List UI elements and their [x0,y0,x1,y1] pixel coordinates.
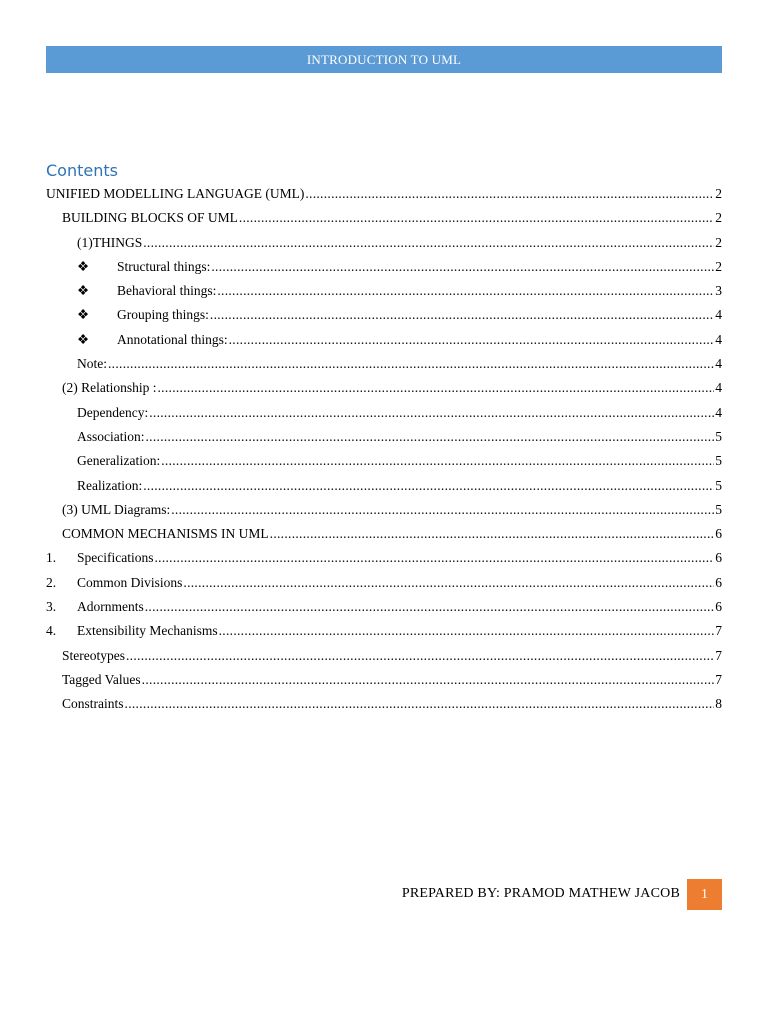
toc-entry-label: Adornments [77,599,144,615]
toc-entry-page-number: 4 [715,380,722,396]
toc-dot-leader [158,376,715,400]
toc-dot-leader [125,692,715,716]
toc-entry-label: UNIFIED MODELLING LANGUAGE (UML) [46,186,305,201]
toc-dot-leader [143,231,714,255]
toc-entry[interactable] [46,692,722,716]
toc-entry-label: Association: [77,428,145,444]
toc-entry-label: (1)THINGS [77,234,143,250]
document-header-bar [46,46,722,73]
toc-entry-label: BUILDING BLOCKS OF UML [62,210,238,226]
toc-entry-number: 3. [46,599,57,615]
toc-entry[interactable] [46,401,722,425]
toc-entry[interactable] [46,498,722,522]
toc-dot-leader [305,182,714,206]
prepared-by-footer: PREPARED BY: PRAMOD MATHEW JACOB [401,886,680,901]
toc-entry-page-number: 2 [715,186,722,201]
toc-entry-page-number: 7 [715,647,722,663]
toc-entry-number: 4. [46,623,57,639]
diamond-bullet-icon: ❖ [77,331,90,347]
toc-entry[interactable] [46,595,722,619]
toc-dot-leader [161,449,714,473]
toc-entry[interactable] [46,206,722,230]
toc-entry[interactable] [46,522,722,546]
toc-dot-leader [210,303,714,327]
toc-dot-leader [270,522,715,546]
toc-dot-leader [126,644,714,668]
toc-entry-page-number: 7 [715,623,722,639]
toc-entry[interactable] [46,668,722,692]
toc-entry-page-number: 7 [715,671,722,687]
contents-heading: Contents [46,161,118,180]
toc-dot-leader [142,668,715,692]
toc-entry[interactable] [46,231,722,255]
diamond-bullet-icon: ❖ [77,258,90,274]
toc-dot-leader [145,595,715,619]
toc-entry-page-number: 4 [715,331,722,347]
toc-entry-label: Common Divisions [77,574,183,590]
toc-dot-leader [219,619,715,643]
toc-entry[interactable] [46,328,722,352]
table-of-contents [46,182,722,717]
toc-entry-label: Extensibility Mechanisms [77,623,218,639]
toc-dot-leader [146,425,715,449]
diamond-bullet-icon: ❖ [77,283,90,299]
toc-entry-label: Grouping things: [117,307,209,323]
toc-entry-page-number: 6 [715,526,722,542]
toc-entry-label: Behavioral things: [117,283,217,299]
toc-entry-page-number: 5 [715,453,722,469]
toc-entry-label: Annotational things: [117,331,228,347]
toc-entry[interactable] [46,449,722,473]
toc-dot-leader [211,255,714,279]
toc-entry-label: Tagged Values [62,671,141,687]
page-number-badge: 1 [687,879,722,910]
toc-entry-page-number: 2 [715,210,722,226]
toc-dot-leader [239,206,714,230]
toc-entry[interactable] [46,279,722,303]
toc-entry[interactable] [46,303,722,327]
toc-entry-label: Dependency: [77,404,149,420]
toc-entry[interactable] [46,644,722,668]
toc-entry-page-number: 6 [715,599,722,615]
toc-dot-leader [229,328,715,352]
toc-entry-number: 2. [46,574,57,590]
toc-entry-label: COMMON MECHANISMS IN UML [62,526,269,542]
toc-entry-page-number: 5 [715,477,722,493]
toc-entry-page-number: 8 [715,696,722,712]
document-title: INTRODUCTION TO UML [306,52,462,67]
toc-entry-page-number: 2 [715,258,722,274]
toc-entry[interactable] [46,619,722,643]
toc-dot-leader [171,498,714,522]
toc-entry-page-number: 4 [715,356,722,372]
toc-entry[interactable] [46,182,722,206]
toc-entry[interactable] [46,352,722,376]
toc-entry-page-number: 2 [715,234,722,250]
toc-dot-leader [154,546,714,570]
toc-entry-page-number: 6 [715,550,722,566]
toc-entry-label: (2) Relationship : [62,380,157,396]
toc-entry-number: 1. [46,550,57,566]
toc-dot-leader [143,474,714,498]
toc-entry-page-number: 6 [715,574,722,590]
toc-entry-page-number: 4 [715,307,722,323]
toc-entry-label: Realization: [77,477,143,493]
toc-entry[interactable] [46,255,722,279]
toc-entry-label: Stereotypes [62,647,125,663]
toc-entry[interactable] [46,425,722,449]
toc-entry-page-number: 5 [715,501,722,517]
toc-entry-label: Note: [77,356,107,372]
toc-entry-label: Specifications [77,550,154,566]
toc-entry[interactable] [46,571,722,595]
toc-entry-label: (3) UML Diagrams: [62,501,171,517]
toc-dot-leader [149,401,714,425]
diamond-bullet-icon: ❖ [77,307,90,323]
toc-entry[interactable] [46,474,722,498]
toc-entry[interactable] [46,546,722,570]
toc-entry[interactable] [46,376,722,400]
toc-dot-leader [183,571,714,595]
toc-entry-label: Structural things: [117,258,211,274]
toc-entry-page-number: 3 [715,283,722,299]
toc-dot-leader [108,352,714,376]
toc-entry-page-number: 5 [715,428,722,444]
toc-entry-page-number: 4 [715,404,722,420]
toc-dot-leader [217,279,714,303]
toc-entry-label: Generalization: [77,453,161,469]
toc-entry-label: Constraints [62,696,124,712]
